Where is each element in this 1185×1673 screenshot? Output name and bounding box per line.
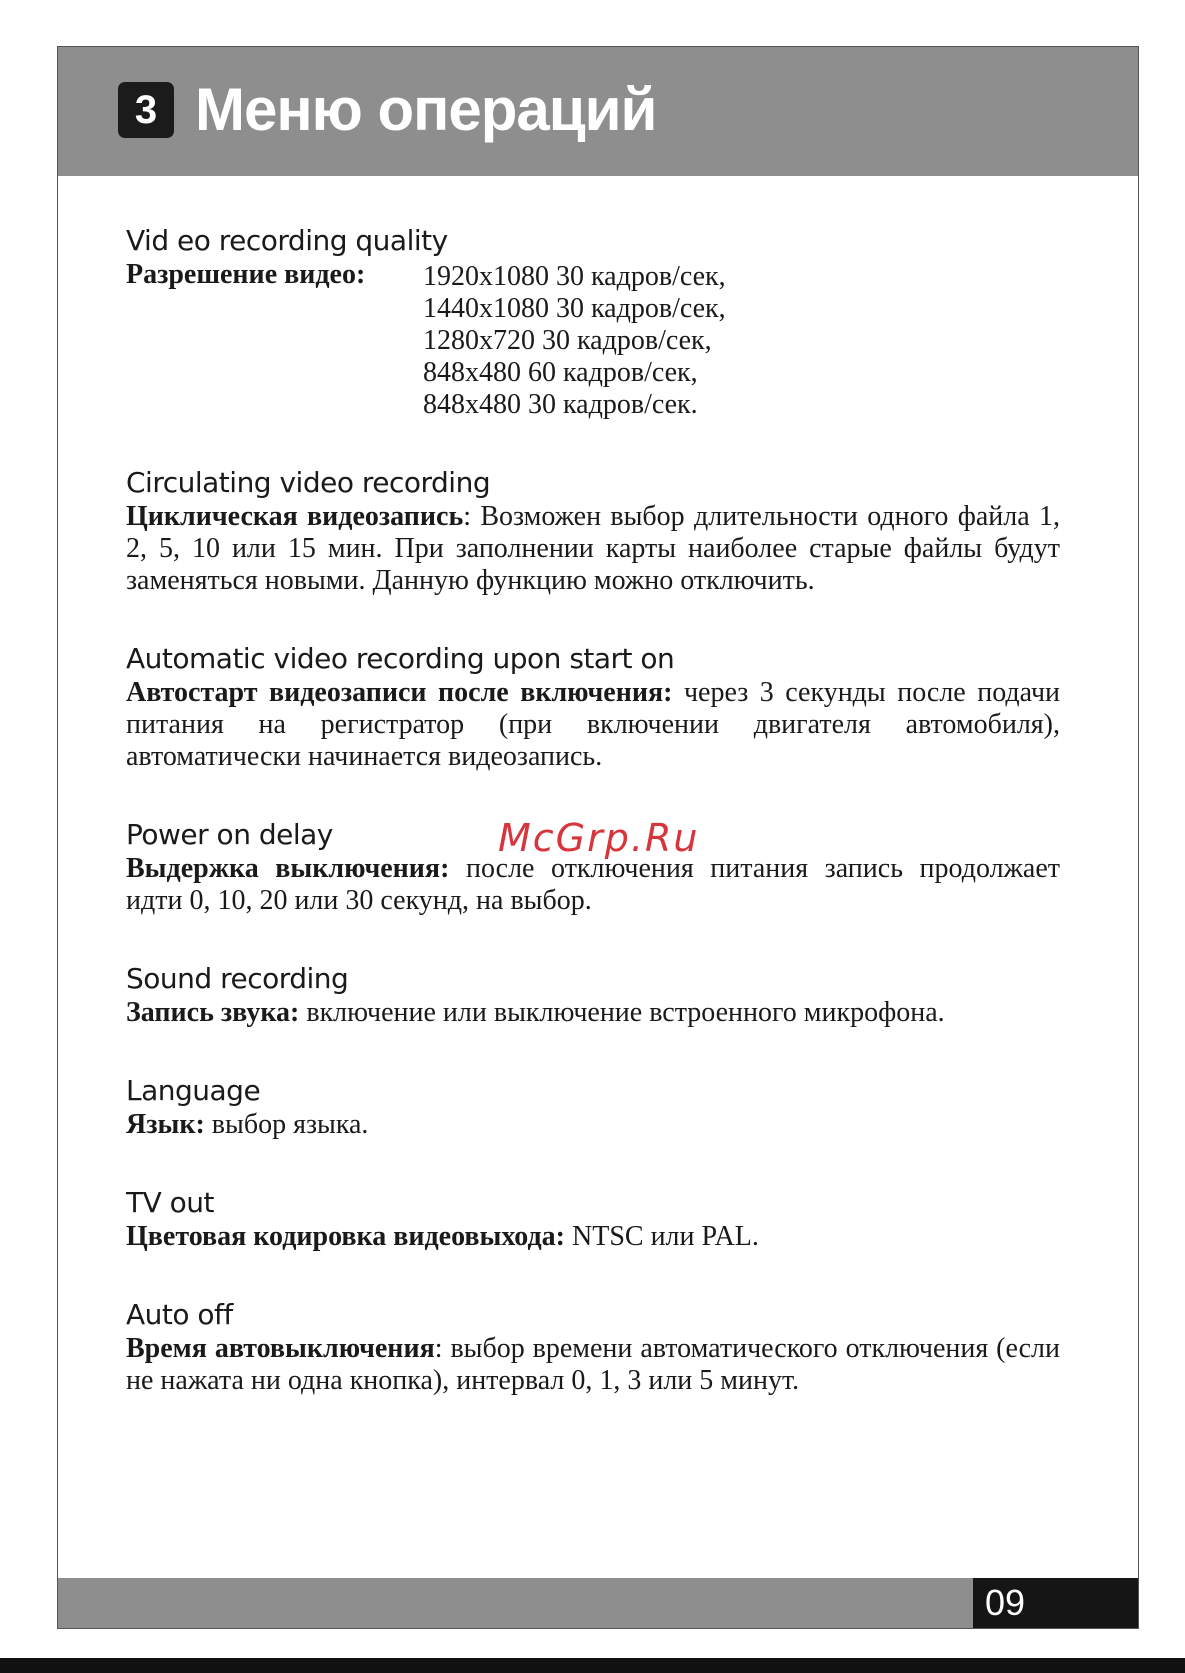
section-heading-en: Vid eo recording quality [126, 224, 448, 257]
section-label-ru: Разрешение видео: [126, 259, 366, 290]
section-label-ru: Язык: [126, 1109, 205, 1140]
section-resolution [126, 223, 1060, 421]
section-text-ru: после отключения питания запись продолжает идти 0, 10, 20 или 30 секунд, на выбор. [126, 853, 1061, 916]
page-header [58, 47, 1138, 176]
section-label-ru: Цветовая кодировка видеовыхода: [126, 1221, 565, 1252]
section-heading-en: Auto off [126, 1298, 233, 1331]
resolution-options-list [423, 261, 726, 421]
section-language [126, 1073, 1060, 1141]
section-text-ru: через 3 секунды после подачи питания на регистратор (при включении двигателя автомобиля), автоматически начинается видеозапись. [126, 677, 1061, 772]
section-text-ru: : Возможен выбор длительности одного файла 1, 2, 5, 10 или 15 мин. При заполнении карты наиболее старые файлы будут заменяться новыми. Данную функцию можно отключить. [126, 501, 1060, 596]
watermark: McGrp.Ru [498, 816, 700, 860]
section-text-ru: : выбор времени автоматического отключения (если не нажата ни одна кнопка), интервал 0, 1, 3 или 5 минут. [126, 1333, 1061, 1396]
section-heading-en: Circulating video recording [126, 466, 491, 499]
section-text-ru: NTSC или PAL. [565, 1221, 759, 1252]
section-heading-en: Power on delay [126, 818, 333, 851]
scan-bottom-edge [0, 1658, 1185, 1673]
section-label-ru: Время автовыключения [126, 1333, 435, 1364]
resolution-option: 848x480 30 кадров/сек. [423, 389, 698, 420]
section-sound-recording [126, 961, 1060, 1029]
section-heading-en: TV out [126, 1186, 215, 1219]
section-heading-en: Automatic video recording upon start on [126, 642, 675, 675]
page-footer [58, 1578, 1138, 1628]
section-description-ru [126, 853, 1060, 917]
content-body [126, 223, 1060, 1397]
section-description-ru [126, 501, 1060, 597]
resolution-option: 848x480 60 кадров/сек, [423, 357, 698, 388]
section-description-ru [126, 1333, 1060, 1397]
section-loop-recording [126, 465, 1060, 597]
section-label-ru: Запись звука: [126, 997, 300, 1028]
section-label-ru: Циклическая видеозапись [126, 501, 464, 532]
section-label-ru: Автостарт видеозаписи после включения: [126, 677, 673, 708]
resolution-option: 1280x720 30 кадров/сек, [423, 325, 712, 356]
section-description-ru [126, 1221, 1060, 1253]
section-auto-start [126, 641, 1060, 773]
page-number: 09 [973, 1578, 1138, 1628]
section-tv-out [126, 1185, 1060, 1253]
resolution-row [126, 259, 1060, 421]
chapter-number-badge: 3 [118, 82, 174, 138]
section-heading-en: Sound recording [126, 962, 349, 995]
section-heading-en: Language [126, 1074, 261, 1107]
section-auto-off [126, 1297, 1060, 1397]
section-description-ru [126, 677, 1060, 773]
section-description-ru [126, 997, 1060, 1029]
page-title: Меню операций [195, 76, 657, 143]
section-description-ru [126, 1109, 1060, 1141]
section-label-ru: Выдержка выключения: [126, 853, 450, 884]
section-text-ru: выбор языка. [204, 1109, 369, 1140]
resolution-option: 1440x1080 30 кадров/сек, [423, 293, 726, 324]
section-text-ru: включение или выключение встроенного микрофона. [299, 997, 945, 1028]
resolution-option: 1920x1080 30 кадров/сек, [423, 261, 726, 292]
